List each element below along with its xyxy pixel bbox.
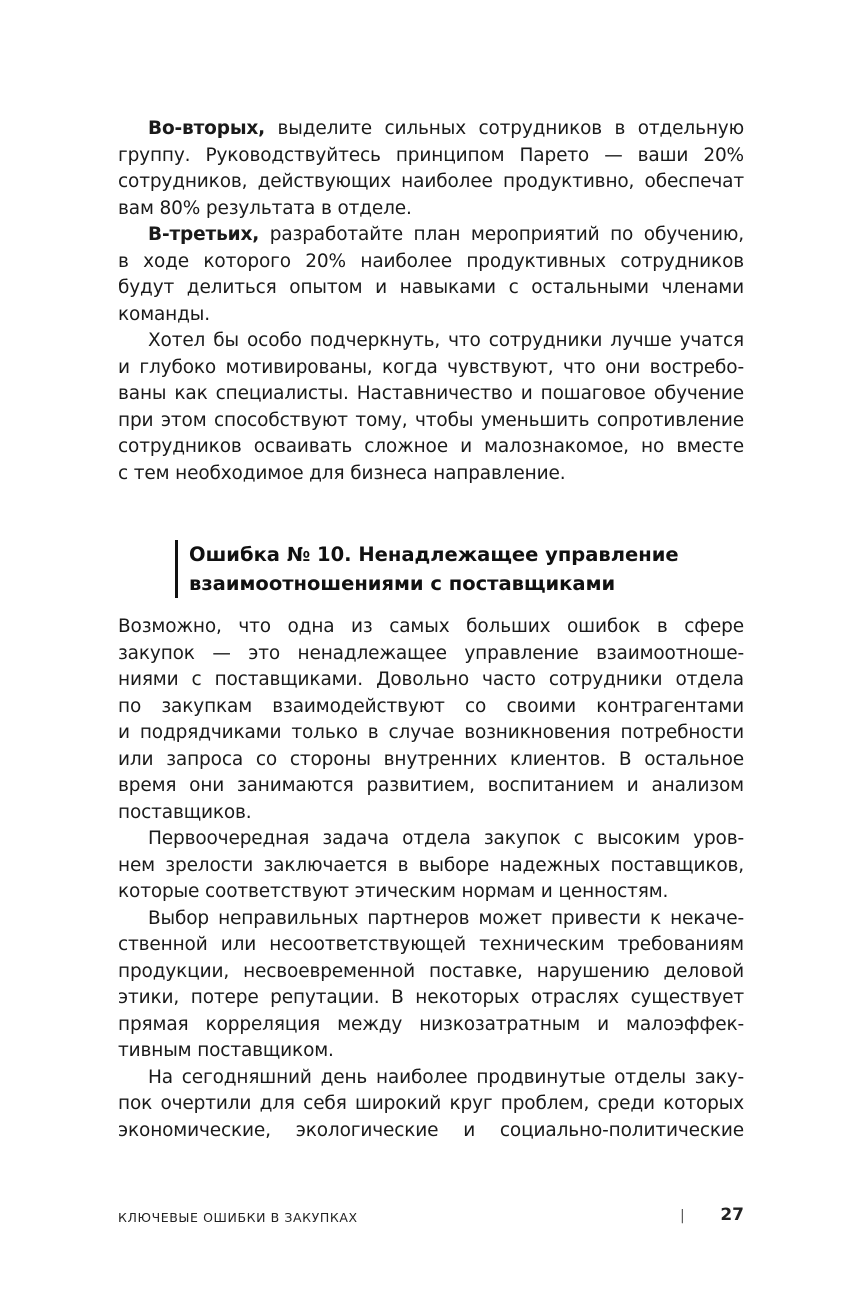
text-line: по закупкам взаимодействуют со своими контрагентами (118, 695, 744, 717)
text-line: Хотел бы особо подчеркнуть, что сотрудники лучше учатся (148, 330, 744, 351)
text-line: будут делиться опытом и навыками с остальными членами (118, 277, 744, 298)
text-line: ниями с поставщиками. Довольно часто сотрудники отдела (118, 669, 744, 690)
lead-word: Во-вторых, (148, 118, 266, 139)
text-line: ваны как специалисты. Наставничество и пошаговое обучение (118, 383, 744, 404)
text-line: продукции, несвоевременной поставке, нарушению деловой (118, 960, 744, 982)
paragraph-thirdly (118, 222, 744, 328)
text-line: закупок — это ненадлежащее управление взаимоотноше- (118, 642, 744, 664)
text-line: команды. (118, 303, 210, 325)
paragraph-mentoring (118, 328, 744, 487)
text-line: тивным поставщиком. (118, 1040, 334, 1061)
text-line: В-третьих, разработайте план мероприятий по обучению, (148, 224, 744, 245)
text-line: этики, потере репутации. В некоторых отраслях существует (118, 987, 744, 1008)
text-line: в ходе которого 20% наиболее продуктивных сотрудников (118, 250, 744, 272)
running-title: КЛЮЧЕВЫЕ ОШИБКИ В ЗАКУПКАХ (118, 1210, 358, 1225)
paragraph-wrong-partners (118, 906, 744, 1065)
text-line: прямая корреляция между низкозатратным и малоэффек- (118, 1013, 744, 1035)
text-line: время они занимаются развитием, воспитанием и анализом (118, 775, 744, 796)
text-line: Выбор неправильных партнеров может привести к некаче- (148, 907, 744, 929)
section-heading (175, 540, 679, 598)
text-line: и подрядчиками только в случае возникновения потребности (118, 722, 744, 743)
text-line: поставщиков. (118, 801, 252, 823)
text-line: которые соответствуют этическим нормам и ценностям. (118, 881, 669, 902)
paragraph-advanced-departments (118, 1065, 744, 1145)
text-line: или запроса со стороны внутренних клиентов. В остальное (118, 748, 744, 770)
paragraph-priority (118, 826, 744, 906)
text-line: сотрудников, действующих наиболее продуктивно, обеспечат (118, 171, 744, 192)
text-line: группу. Руководствуйтесь принципом Парето — ваши 20% (118, 144, 744, 166)
text-line: экономические, экологические и социально-политические (118, 1119, 744, 1141)
text-line: На сегодняшний день наиболее продвинутые отделы заку- (148, 1066, 744, 1088)
heading-line: Ошибка № 10. Ненадлежащее управление (189, 543, 679, 566)
text-line: ственной или несоответствующей техническим требованиям (118, 934, 744, 955)
text-line: сотрудников осваивать сложное и малознакомое, но вместе (118, 436, 744, 457)
text-line: вам 80% результата в отделе. (118, 197, 412, 219)
text-line: Возможно, что одна из самых больших ошибок в сфере (118, 616, 744, 637)
body-text-bottom (118, 614, 744, 1144)
text-line: Первоочередная задача отдела закупок с высоким уров- (148, 828, 744, 849)
text-line: Во-вторых, выделите сильных сотрудников в отдельную (148, 118, 744, 139)
text-line: и глубоко мотивированы, когда чувствуют, что они востребо- (118, 356, 744, 378)
paragraph-secondly (118, 116, 744, 222)
text-line: с тем необходимое для бизнеса направление. (118, 462, 566, 484)
footer-separator: | (680, 1208, 686, 1224)
lead-word: В-третьих, (148, 224, 260, 245)
text-line: при этом способствуют тому, чтобы уменьшить сопротивление (118, 409, 744, 431)
paragraph-intro (118, 614, 744, 826)
text-line: пок очертили для себя широкий круг проблем, среди которых (118, 1093, 744, 1114)
page-number: 27 (720, 1205, 744, 1225)
page-footer (118, 1204, 744, 1228)
heading-line: взаимоотношениями с поставщиками (189, 572, 616, 595)
body-text-top (118, 116, 744, 487)
text-line: нем зрелости заключается в выборе надежных поставщиков, (118, 854, 744, 876)
